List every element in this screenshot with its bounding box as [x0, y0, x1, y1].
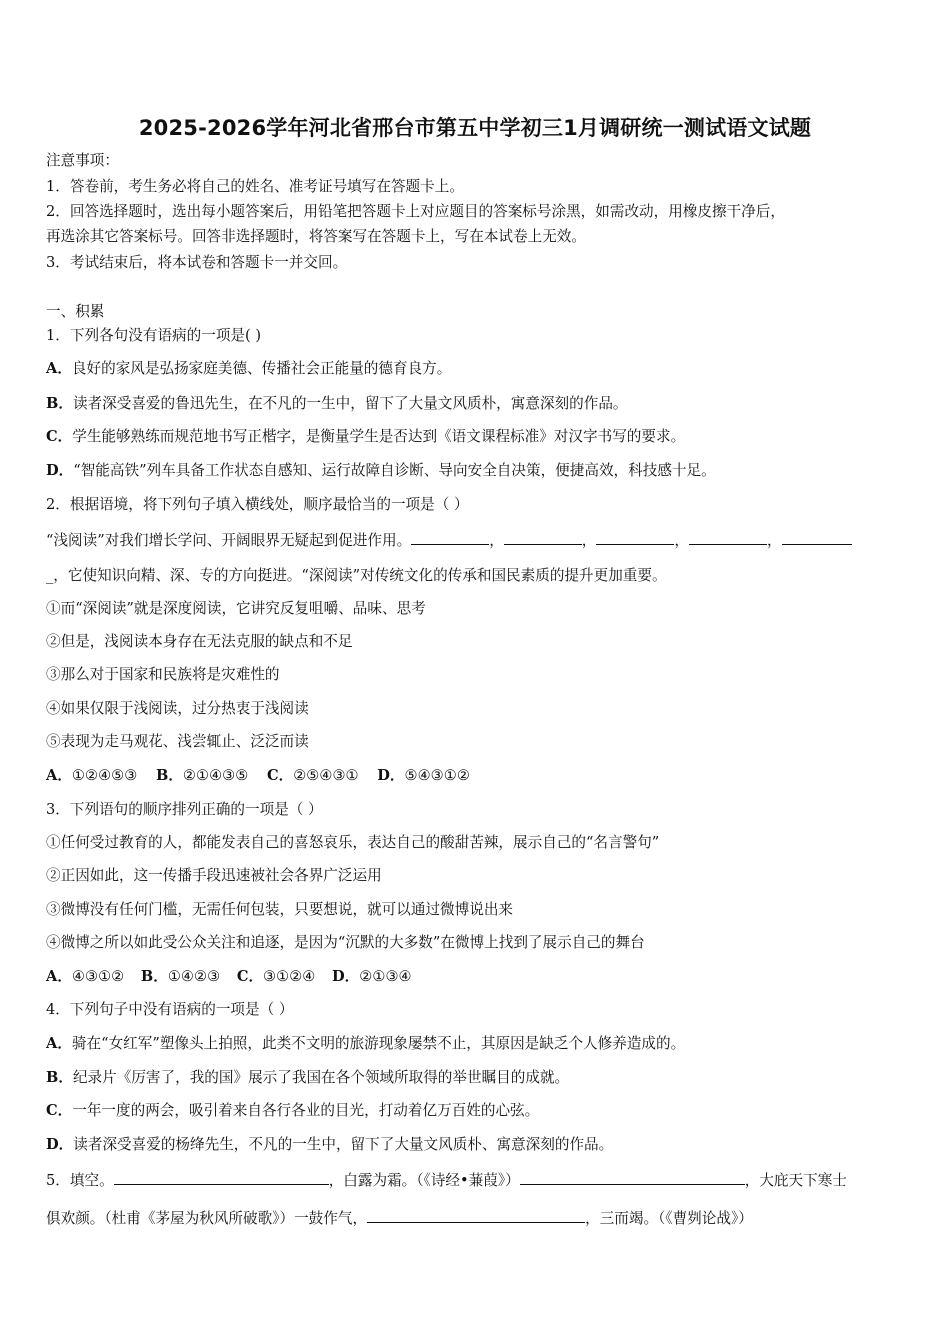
separator: ， — [674, 532, 690, 549]
section-heading: 一、积累 — [46, 303, 105, 320]
question-2-passage-cont: _，它使知识向精、深、专的方向挺进。“深阅读”对传统文化的传承和国民素质的提升更加重要。 — [46, 567, 667, 584]
sentence-item: ②但是，浅阅读本身存在无法克服的缺点和不足 — [46, 633, 353, 650]
option-letter: D． — [377, 767, 405, 784]
option-letter: B． — [46, 1069, 73, 1086]
option-text: 学生能够熟练而规范地书写正楷字，是衡量学生是否达到《语文课程标准》对汉字书写的要求。 — [72, 428, 686, 445]
question-4-stem: 4．下列句子中没有语病的一项是（ ） — [46, 1001, 294, 1018]
option-b — [46, 394, 628, 414]
sentence-item: ③微博没有任何门槛，无需任何包装，只要想说，就可以通过微博说出来 — [46, 901, 514, 918]
question-5-line-2 — [46, 1208, 753, 1229]
separator: ， — [581, 532, 597, 549]
notice-item: 1．答卷前，考生务必将自己的姓名、准考证号填写在答题卡上。 — [46, 178, 464, 195]
sentence-item: ⑤表现为走马观花、浅尝辄止、泛泛而读 — [46, 733, 309, 750]
option-text: 良好的家风是弘扬家庭美德、传播社会正能量的德育良方。 — [71, 360, 452, 377]
option-letter: C． — [236, 968, 264, 985]
question-2-options — [46, 766, 470, 786]
option-text: 读者深受喜爱的鲁迅先生，在不凡的一生中，留下了大量文风质朴，寓意深刻的作品。 — [72, 395, 628, 412]
sentence-item: ①任何受过教育的人，都能发表自己的喜怒哀乐，表达自己的酸甜苦辣，展示自己的“名言警句” — [46, 834, 660, 851]
question-3-options — [46, 967, 412, 987]
option-text: ③①②④ — [263, 968, 316, 985]
option-text: 纪录片《厉害了，我的国》展示了我国在各个领域所取得的举世瞩目的成就。 — [72, 1069, 570, 1086]
answer-blank[interactable] — [114, 1170, 329, 1185]
answer-blank[interactable] — [411, 530, 489, 545]
option-c — [46, 1101, 539, 1121]
option-letter: D． — [332, 968, 360, 985]
notice-item: 再选涂其它答案标号。回答非选择题时，将答案写在答题卡上，写在本试卷上无效。 — [46, 228, 586, 245]
answer-blank[interactable] — [596, 530, 674, 545]
option-text: “智能高铁”列车具备工作状态自感知、运行故障自诊断、导向安全自决策，便捷高效，科技感十足。 — [73, 462, 716, 479]
fill-text: ，三而竭。（《曹刿论战》） — [585, 1210, 753, 1227]
sentence-item: ①而“深阅读”就是深度阅读，它讲究反复咀嚼、品味、思考 — [46, 600, 426, 617]
option-letter: C． — [266, 767, 294, 784]
option-letter: A． — [46, 767, 72, 784]
sentence-item: ②正因如此，这一传播手段迅速被社会各界广泛运用 — [46, 867, 382, 884]
option-text: ②①③④ — [359, 968, 412, 985]
answer-blank[interactable] — [689, 530, 767, 545]
fill-text: 填空。 — [69, 1172, 114, 1189]
option-text: ②①④③⑤ — [182, 767, 249, 784]
option-d — [46, 461, 716, 481]
option-b — [46, 1068, 569, 1088]
sentence-item: ④如果仅限于浅阅读，过分热衷于浅阅读 — [46, 700, 309, 717]
answer-blank[interactable] — [367, 1208, 585, 1223]
fill-text: ，大庇天下寒士 — [744, 1172, 847, 1189]
option-text: ④③①② — [71, 968, 125, 985]
option-letter: C． — [46, 1102, 73, 1119]
option-text: 一年一度的两会，吸引着来自各行各业的目光，打动着亿万百姓的心弦。 — [72, 1102, 540, 1119]
fill-text: ，白露为霜。（《诗经•蒹葭》） — [328, 1172, 520, 1189]
option-text: 骑在“女红军”塑像头上拍照，此类不文明的旅游现象屡禁不止，其原因是缺乏个人修养造成的。 — [71, 1035, 686, 1052]
answer-blank[interactable] — [782, 530, 852, 545]
sentence-item: ④微博之所以如此受公众关注和追逐，是因为“沉默的大多数”在微博上找到了展示自己的舞台 — [46, 934, 645, 951]
answer-blank[interactable] — [504, 530, 582, 545]
question-2-stem: 2．根据语境，将下列句子填入横线处，顺序最恰当的一项是（ ） — [46, 496, 469, 513]
option-letter: B． — [46, 395, 73, 412]
option-letter: C． — [46, 428, 73, 445]
option-text: ①④②③ — [167, 968, 221, 985]
option-text: ①②④⑤③ — [71, 767, 138, 784]
passage-text: “浅阅读”对我们增长学问、开阔眼界无疑起到促进作用。 — [46, 532, 412, 549]
option-letter: D． — [46, 1136, 74, 1153]
option-c — [46, 427, 685, 447]
option-d — [46, 1135, 613, 1155]
question-5-line-1 — [46, 1170, 847, 1191]
separator: ， — [489, 532, 504, 549]
fill-text: 俱欢颜。（杜甫《茅屋为秋风所破歌》）一鼓作气， — [46, 1210, 368, 1227]
option-letter: B． — [155, 767, 183, 784]
option-text: ⑤④③①② — [404, 767, 470, 784]
notice-item: 3．考试结束后，将本试卷和答题卡一并交回。 — [46, 254, 348, 271]
option-letter: A． — [46, 1035, 72, 1052]
option-letter: B． — [140, 968, 168, 985]
answer-blank[interactable] — [520, 1170, 745, 1185]
separator: ， — [767, 532, 782, 549]
question-number: 5． — [46, 1172, 70, 1189]
page-title: 2025-2026学年河北省邢台市第五中学初三1月调研统一测试语文试题 — [138, 116, 812, 140]
question-2-passage — [46, 530, 852, 551]
question-3-stem: 3．下列语句的顺序排列正确的一项是（ ） — [46, 801, 323, 818]
question-1-stem: 1．下列各句没有语病的一项是( ) — [46, 327, 262, 344]
option-a — [46, 1034, 685, 1054]
option-text: 读者深受喜爱的杨绛先生，不凡的一生中，留下了大量文风质朴、寓意深刻的作品。 — [73, 1136, 614, 1153]
notice-item: 2．回答选择题时，选出每小题答案后，用铅笔把答题卡上对应题目的答案标号涂黑，如需改动，用橡皮擦干净后， — [46, 203, 785, 220]
notice-heading: 注意事项： — [46, 152, 119, 169]
option-letter: D． — [46, 462, 74, 479]
option-letter: A． — [46, 968, 72, 985]
option-a — [46, 359, 451, 379]
option-text: ②⑤④③① — [293, 767, 359, 784]
sentence-item: ③那么对于国家和民族将是灾难性的 — [46, 666, 280, 683]
option-letter: A． — [46, 360, 72, 377]
